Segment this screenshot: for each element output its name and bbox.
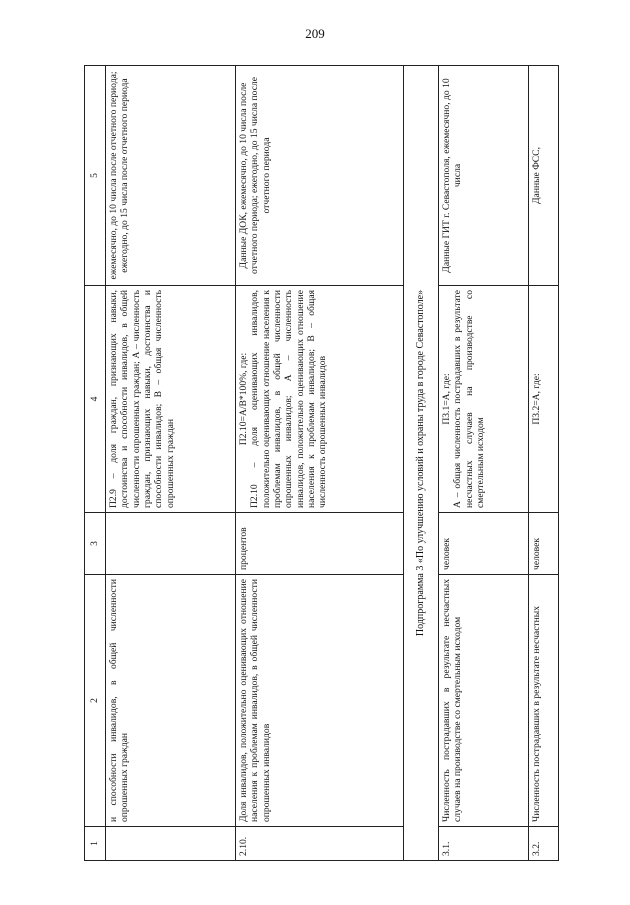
page-number: 209 xyxy=(305,26,325,41)
header-col-3: 3 xyxy=(85,513,106,575)
unit: процентов xyxy=(236,513,404,575)
formula: П3.2=А, где: xyxy=(529,286,559,513)
subprogram-row xyxy=(404,66,439,861)
table-row xyxy=(529,66,559,861)
indicator-name: Доля инвалидов, положительно оценивающих отношение населения к проблемам инвалидов, в общей численности опрошенных инвалидов xyxy=(236,575,404,827)
row-number: 3.1. xyxy=(439,827,529,861)
formula-description xyxy=(236,286,404,513)
table-row xyxy=(236,66,404,861)
table-row xyxy=(439,66,529,861)
header-row xyxy=(85,66,106,861)
formula: П2.10=А/В*100%, где: xyxy=(238,352,249,446)
header-col-2: 2 xyxy=(85,575,106,827)
data-source: ежемесячно, до 10 числа после отчетного периода; ежегодно, до 15 числа после отчетного периода xyxy=(106,66,236,286)
rotated-table-sheet xyxy=(84,66,608,861)
indicator-name: и способности инвалидов, в общей численности опрошенных граждан xyxy=(106,575,236,827)
data-source: Данные ФСС, xyxy=(529,66,559,286)
row-number: 3.2. xyxy=(529,827,559,861)
indicator-name: Численность пострадавших в результате несчастных случаев на производстве со смертельным исходом xyxy=(439,575,529,827)
header-col-4: 4 xyxy=(85,286,106,513)
indicator-name: Численность пострадавших в результате несчастных xyxy=(529,575,559,827)
row-number: 2.10. xyxy=(236,827,404,861)
data-source: Данные ДОК, ежемесячно, до 10 числа после отчетного периода; ежегодно, до 15 числа после отчетного периода xyxy=(236,66,404,286)
header-col-1: 1 xyxy=(85,827,106,861)
table-row xyxy=(106,66,236,861)
formula-description: П2.9 – доля граждан, признающих навыки, достоинства и способности инвалидов, в общей численности опрошенных граждан; А – численность граждан, признающих навыки, достоинства и способности инвалидов; В – общая численность опрошенных граждан xyxy=(106,286,236,513)
unit: человек xyxy=(529,513,559,575)
formula-text: П2.10 – доля оценивающих инвалидов, положительно оценивающих отношение населения к проблемам инвалидов, в общей численности опрошенных инвалидов; А – численность инвалидов, положительно оценивающих отношение населения к проблемам инвалидов; В – общая численность опрошенных инвалидов xyxy=(249,290,329,508)
subprogram-title: Подпрограмма 3 «По улучшению условий и охраны труда в городе Севастополе» xyxy=(404,66,439,861)
header-col-5: 5 xyxy=(85,66,106,286)
unit xyxy=(106,513,236,575)
data-source: Данные ГИТ г. Севастополя, ежемесячно, до 10 числа xyxy=(439,66,529,286)
formula-text: А – общая численность пострадавших в результате несчастных случаев на производстве со смертельным исходом xyxy=(452,290,486,508)
row-number xyxy=(106,827,236,861)
unit: человек xyxy=(439,513,529,575)
formula-description xyxy=(439,286,529,513)
indicator-table xyxy=(84,65,559,861)
formula: П3.1=А, где: xyxy=(441,373,452,425)
